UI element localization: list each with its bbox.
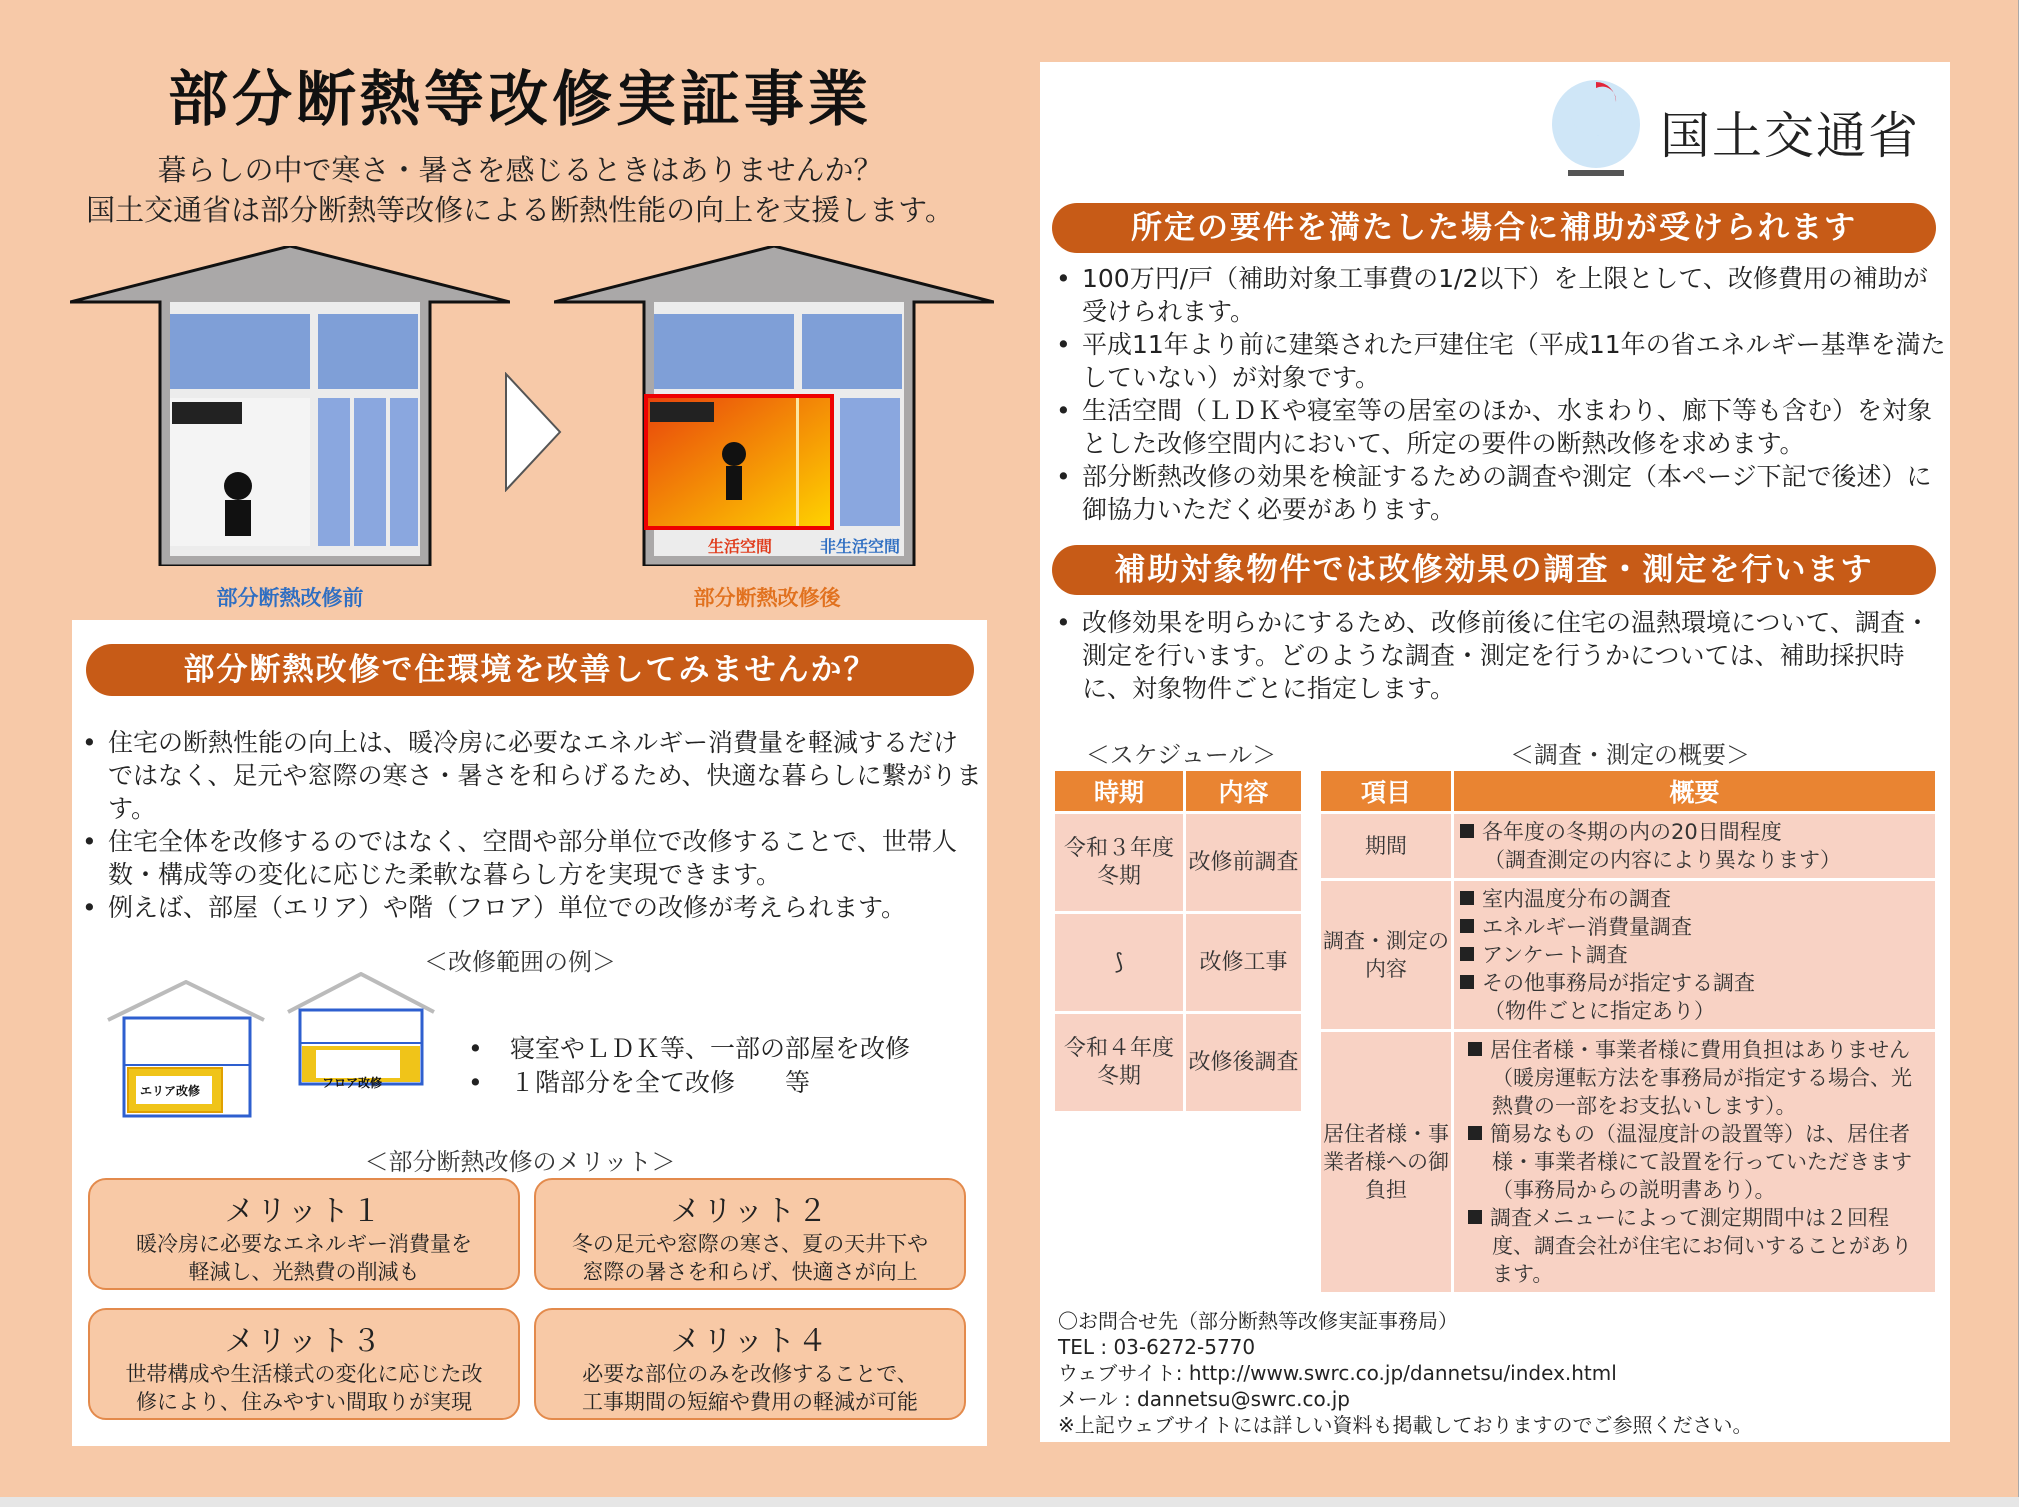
survey-heading: ＜調査・測定の概要＞ [1510,741,1750,769]
survey-3-line-1: 居住者様・事業者様に費用負担はありません（暖房運転方法を事務局が指定する場合、光熱費の一部をお支払いします）。 [1490,1038,1912,1118]
table-row [1321,814,1935,878]
survey-item-1: 期間 [1321,814,1451,878]
survey-table [1318,768,1938,1295]
contact-tel: TEL : 03-6272-5770 [1058,1335,1256,1359]
schedule-heading: ＜スケジュール＞ [1085,741,1277,769]
bullet-square-icon [1468,1126,1482,1140]
intro-line-2: 国土交通省は部分断熱等改修による断熱性能の向上を支援します。 [86,193,954,227]
merit-1-title: メリット１ [224,1194,384,1229]
scope-item-2: • １階部分を全て改修 等 [468,1066,968,1100]
area-renovation-illustration [106,980,266,1120]
survey-2-line-4: その他事務局が指定する調査 [1482,971,1755,995]
page-title: 部分断熱等改修実証事業 [168,65,872,135]
table-row [1055,814,1301,911]
bullet-square-icon [1468,1042,1482,1056]
mlit-logo-text: 国土交通省 [1660,107,1920,165]
survey-overview-1 [1454,814,1935,878]
left-bullet-1: • 住宅の断熱性能の向上は、暖冷房に必要なエネルギー消費量を軽減するだけではなく、足元や窓際の寒さ・暑さを和らげるため、快適な暮らしに繋がります。 [82,726,982,825]
mlit-logo-icon [1546,76,1646,180]
schedule-col-period: 時期 [1055,771,1183,811]
schedule-content-1: 改修前調査 [1186,814,1301,911]
right-bullet-1: • 100万円/戸（補助対象工事費の1/2以下）を上限として、改修費用の補助が受けられます。 [1056,262,1946,328]
area-renovation-label: エリア改修 [140,1084,201,1098]
merit-2-title: メリット２ [670,1194,830,1229]
merit-1-desc-2: 軽減し、光熱費の削減も [188,1260,420,1284]
survey-item-3: 居住者様・事業者様への御負担 [1321,1032,1451,1292]
floor-renovation-label: フロア改修 [322,1076,383,1090]
survey-3-line-3: 調査メニューによって測定期間中は２回程度、調査会社が住宅にお伺いすることがあります。 [1490,1206,1912,1286]
contact-email-link[interactable]: メール : dannetsu@swrc.co.jp [1058,1387,1351,1411]
right-bullets-2 [1056,606,1946,705]
contact-website-link[interactable]: ウェブサイト: http://www.swrc.co.jp/dannetsu/index.html [1058,1361,1617,1385]
schedule-period-3: 令和４年度冬期 [1055,1014,1183,1111]
left-bullets [82,726,982,924]
merit-card-4 [534,1308,966,1420]
merit-4-desc-1: 必要な部位のみを改修することで、 [582,1362,918,1386]
survey-3-line-2: 簡易なもの（温湿度計の設置等）は、居住者様・事業者様にて設置を行っていただきます（事務局からの説明書あり）。 [1490,1122,1912,1202]
survey-2-line-3: アンケート調査 [1482,943,1628,967]
right-bullet-3: • 生活空間（ＬＤＫや寝室等の居室のほか、水まわり、廊下等も含む）を対象とした改修空間内において、所定の要件の断熱改修を求めます。 [1056,394,1946,460]
after-label: 部分断熱改修後 [693,586,841,610]
survey-2-line-1: 室内温度分布の調査 [1482,887,1671,911]
contact-note: ※上記ウェブサイトには詳しい資料も掲載しておりますのでご参照ください。 [1058,1413,1753,1437]
merit-4-title: メリット４ [670,1324,830,1359]
merit-card-3 [88,1308,520,1420]
merit-2-desc-1: 冬の足元や窓際の寒さ、夏の天井下や [571,1232,929,1256]
schedule-period-2: ⟆ [1055,914,1183,1011]
merit-2-desc-2: 窓際の暑さを和らげ、快適さが向上 [582,1260,918,1284]
schedule-table [1052,768,1304,1114]
left-panel-heading: 部分断熱改修で住環境を改善してみませんか？ [86,644,974,696]
right-bullet-4: • 部分断熱改修の効果を検証するための調査や測定（本ページ下記で後述）に御協力いただく必要があります。 [1056,460,1946,526]
scope-items [468,1032,968,1100]
right-bullets-1 [1056,262,1946,526]
table-row [1055,914,1301,1011]
merit-4-desc-2: 工事期間の短縮や費用の軽減が可能 [582,1390,918,1414]
house-after-illustration [554,246,994,566]
merit-3-title: メリット３ [224,1324,384,1359]
bottom-scrollbar[interactable] [0,1497,2019,1507]
survey-2-line-2: エネルギー消費量調査 [1482,915,1692,939]
right-heading-1: 所定の要件を満たした場合に補助が受けられます [1052,203,1936,253]
bullet-square-icon [1460,824,1474,838]
house-before-illustration [70,246,510,566]
merit-1-desc-1: 暖冷房に必要なエネルギー消費量を [136,1232,472,1256]
bullet-square-icon [1460,975,1474,989]
right-heading-2: 補助対象物件では改修効果の調査・測定を行います [1052,545,1936,595]
merit-3-desc-1: 世帯構成や生活様式の変化に応じた改 [125,1362,483,1386]
right-bullet-5: • 改修効果を明らかにするため、改修前後に住宅の温熱環境について、調査・測定を行います。どのような調査・測定を行うかについては、補助採択時に、対象物件ごとに指定します。 [1056,606,1946,705]
survey-1-line-1: 各年度の冬期の内の20日間程度 [1482,820,1782,844]
survey-overview-2 [1454,881,1935,1029]
survey-1-line-2: （調査測定の内容により異なります） [1484,848,1841,872]
survey-item-2: 調査・測定の内容 [1321,881,1451,1029]
survey-overview-3 [1454,1032,1935,1292]
merit-card-2 [534,1178,966,1290]
survey-col-item: 項目 [1321,771,1451,811]
floor-renovation-illustration [286,972,436,1112]
schedule-content-3: 改修後調査 [1186,1014,1301,1111]
intro-line-1: 暮らしの中で寒さ・暑さを感じるときはありませんか？ [157,153,883,187]
schedule-period-1: 令和３年度冬期 [1055,814,1183,911]
merit-card-1 [88,1178,520,1290]
right-bullet-2: • 平成11年より前に建築された戸建住宅（平成11年の省エネルギー基準を満たしていない）が対象です。 [1056,328,1946,394]
bullet-square-icon [1460,891,1474,905]
table-row [1321,881,1935,1029]
table-row [1055,1014,1301,1111]
intro-text [40,150,1000,230]
schedule-content-2: 改修工事 [1186,914,1301,1011]
left-bullet-3: • 例えば、部屋（エリア）や階（フロア）単位での改修が考えられます。 [82,891,982,924]
bullet-square-icon [1468,1210,1482,1224]
contact-heading: 〇お問合せ先（部分断熱等改修実証事務局） [1058,1309,1458,1333]
merit-heading: ＜部分断熱改修のメリット＞ [364,1148,676,1176]
merit-3-desc-2: 修により、住みやすい間取りが実現 [136,1390,472,1414]
scope-item-1: • 寝室やＬＤＫ等、一部の部屋を改修 [468,1032,968,1066]
contact-block [1058,1308,1753,1438]
table-row [1321,1032,1935,1292]
living-space-label: 生活空間 [708,537,773,556]
survey-2-line-5: （物件ごとに指定あり） [1484,999,1715,1023]
left-bullet-2: • 住宅全体を改修するのではなく、空間や部分単位で改修することで、世帯人数・構成等の変化に応じた柔軟な暮らし方を実現できます。 [82,825,982,891]
before-label: 部分断熱改修前 [216,586,364,610]
bullet-square-icon [1460,919,1474,933]
scope-heading: ＜改修範囲の例＞ [424,948,616,976]
survey-col-overview: 概要 [1454,771,1935,811]
bullet-square-icon [1460,947,1474,961]
schedule-col-content: 内容 [1186,771,1301,811]
non-living-space-label: 非生活空間 [820,537,901,556]
